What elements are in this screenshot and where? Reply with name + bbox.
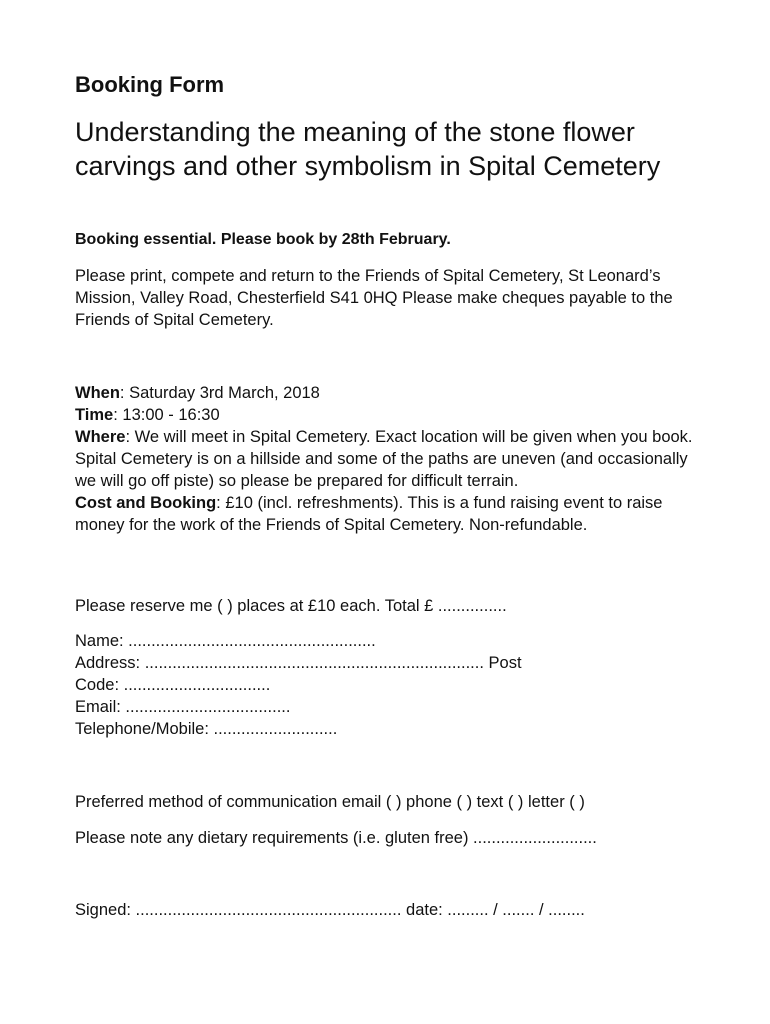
return-instructions: Please print, compete and return to the Friends of Spital Cemetery, St Leonard’s Mission, Valley Road, Chesterfield S41 0HQ Please make cheques payable to the Friends of Spital Cemetery. — [75, 267, 673, 329]
dietary-requirements-line: Please note any dietary requirements (i.e. gluten free) ........................... — [75, 829, 597, 847]
contact-details — [75, 630, 675, 740]
reserve-places-line: Please reserve me ( ) places at £10 each. Total £ ............... — [75, 597, 507, 615]
cost-row — [75, 492, 705, 536]
postcode-field-line: Code: ................................ — [75, 676, 271, 694]
signature-date-line: Signed: .......................................................... date: ......... / ....... / ........ — [75, 901, 585, 919]
email-field-line: Email: .................................... — [75, 698, 291, 716]
address-field-line: Address: .......................................................................... Post — [75, 654, 522, 672]
where-label: Where — [75, 428, 126, 446]
when-row — [75, 382, 705, 404]
where-row — [75, 426, 705, 492]
when-value: : Saturday 3rd March, 2018 — [119, 384, 320, 402]
time-row — [75, 404, 705, 426]
event-details — [75, 382, 705, 536]
when-label: When — [75, 384, 120, 402]
communication-preference-line: Preferred method of communication email ( ) phone ( ) text ( ) letter ( ) — [75, 793, 585, 811]
time-label: Time — [75, 406, 114, 424]
name-field-line: Name: ...................................................... — [75, 632, 376, 650]
cost-label: Cost and Booking — [75, 494, 217, 512]
cost-value: : £10 (incl. refreshments). This is a fund raising event to raise money for the work of the Friends of Spital Cemetery. Non-refundable. — [75, 494, 663, 534]
booking-deadline-notice: Booking essential. Please book by 28th February. — [75, 231, 451, 248]
telephone-field-line: Telephone/Mobile: ........................... — [75, 720, 338, 738]
where-value: : We will meet in Spital Cemetery. Exact location will be given when you book. Spital Cemetery is on a hillside and some of the paths are uneven (and occasionally we will go off piste) so please be prepared for difficult terrain. — [75, 428, 693, 490]
form-title: Booking Form — [75, 72, 225, 97]
time-value: : 13:00 - 16:30 — [113, 406, 220, 424]
event-title: Understanding the meaning of the stone flower carvings and other symbolism in Spital Cemetery — [75, 117, 661, 181]
